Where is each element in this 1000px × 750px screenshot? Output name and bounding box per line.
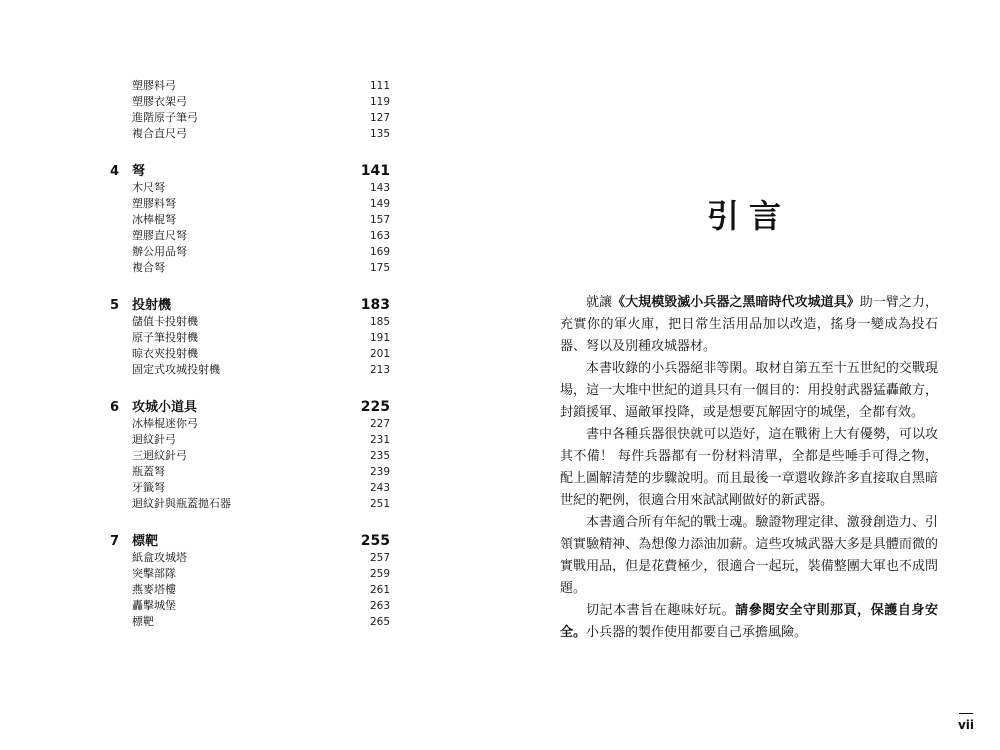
toc-entry-label: 進階原子筆弓 [132, 111, 198, 124]
toc-entry-label: 三迴紋針弓 [132, 449, 187, 462]
toc-entry [110, 496, 390, 512]
toc-entry-label: 塑膠料弩 [132, 197, 176, 210]
toc-entry [110, 228, 390, 244]
toc-entry-label: 複合直尺弓 [132, 127, 187, 140]
toc-entry-label: 轟擊城堡 [132, 599, 176, 612]
toc-entry-label: 標靶 [132, 615, 154, 628]
page-number-text: vii [957, 718, 974, 732]
toc-entry-page: 191 [369, 332, 390, 344]
intro-p5-rest: 小兵器的製作使用都要自己承擔風險。 [586, 625, 808, 640]
toc-entry-page: 185 [369, 316, 390, 328]
toc-chapter-page: 225 [360, 399, 390, 415]
toc-chapter-title: 弩 [132, 164, 146, 179]
toc-entry-page: 243 [369, 482, 390, 494]
toc-entry-label: 塑膠直尺弩 [132, 229, 187, 242]
toc-entry-page: 169 [369, 246, 390, 258]
toc-entry [110, 94, 390, 110]
intro-p1-lead: 就讓 [586, 295, 613, 310]
toc-entry [110, 432, 390, 448]
toc-chapter-header [110, 530, 390, 550]
toc-chapter-title: 標靶 [132, 534, 159, 549]
toc-chapter-number: 7 [110, 534, 120, 549]
toc-chapter-header [110, 396, 390, 416]
toc-entry-page: 263 [369, 600, 390, 612]
toc-chapter [110, 530, 390, 630]
toc-entry-label: 塑膠衣架弓 [132, 95, 187, 108]
toc-entry-page: 213 [369, 364, 390, 376]
toc-entry-page: 135 [369, 128, 390, 140]
toc-entry-page: 231 [369, 434, 390, 446]
toc-entry-page: 261 [369, 584, 390, 596]
toc-chapter-page: 255 [360, 533, 390, 549]
toc-entry-label: 固定式攻城投射機 [132, 363, 220, 376]
toc-entry [110, 330, 390, 346]
intro-p5-lead: 切記本書旨在趣味好玩。 [586, 603, 736, 618]
introduction [560, 196, 938, 644]
toc-entry [110, 260, 390, 276]
page-number [958, 713, 974, 732]
toc-entry-label: 晾衣夾投射機 [132, 347, 198, 360]
toc-chapter [110, 294, 390, 378]
toc-chapter-header [110, 160, 390, 180]
toc-entry [110, 196, 390, 212]
toc-entry [110, 550, 390, 566]
toc-entry-page: 259 [369, 568, 390, 580]
toc-entry-label: 迴紋針與瓶蓋拋石器 [132, 497, 231, 510]
toc-entry [110, 566, 390, 582]
toc-entry [110, 362, 390, 378]
toc-entry-label: 原子筆投射機 [132, 331, 198, 344]
toc-entry-label: 儲值卡投射機 [132, 315, 198, 328]
toc-chapters [110, 160, 390, 630]
toc-entry-label: 突擊部隊 [132, 567, 176, 580]
toc-entry [110, 582, 390, 598]
toc-continued-section [110, 78, 390, 142]
toc-entry [110, 78, 390, 94]
toc-entry-page: 143 [369, 182, 390, 194]
page-number-rule [959, 713, 973, 714]
toc-entry-label: 冰棒棍弩 [132, 213, 176, 226]
toc-entry [110, 126, 390, 142]
toc-entry-page: 227 [369, 418, 390, 430]
intro-title: 引言 [706, 197, 791, 235]
toc-chapter-header [110, 294, 390, 314]
toc-entry [110, 464, 390, 480]
intro-paragraph-5 [560, 600, 938, 644]
toc-entry-page: 235 [369, 450, 390, 462]
toc-chapter [110, 396, 390, 512]
toc-entry [110, 448, 390, 464]
toc-entry [110, 212, 390, 228]
toc-entry-label: 木尺弩 [132, 181, 165, 194]
intro-p1-rest: 助一臂之力，充實你的軍火庫，把日常生活用品加以改造，搖身一變成為投石器、弩以及別種攻城器材。 [560, 295, 938, 354]
toc-entry-page: 163 [369, 230, 390, 242]
toc-entry-page: 157 [369, 214, 390, 226]
toc-chapter [110, 160, 390, 276]
intro-paragraph-3: 書中各種兵器很快就可以造好，這在戰術上大有優勢，可以攻其不備！ 每件兵器都有一份材料清單，全都是些唾手可得之物，配上圖解清楚的步驟說明。而且最後一章還收錄許多直接取自黑暗世紀的靶例，很適合用來試試剛做好的新武器。 [560, 427, 938, 508]
toc-entry [110, 110, 390, 126]
toc-entry-label: 塑膠料弓 [132, 79, 176, 92]
toc-entry-label: 牙籤弩 [132, 481, 165, 494]
toc-entry-page: 265 [369, 616, 390, 628]
toc-entry-page: 239 [369, 466, 390, 478]
toc-entry [110, 480, 390, 496]
toc-entry [110, 244, 390, 260]
toc-chapter-title: 攻城小道具 [132, 400, 198, 415]
toc-chapter-number: 4 [110, 164, 120, 179]
toc-chapter-page: 183 [360, 297, 390, 313]
toc-chapter-number: 6 [110, 400, 120, 415]
intro-paragraph-4: 本書適合所有年紀的戰士魂。驗證物理定律、激發創造力、引領實驗精神、為想像力添油加薪。這些攻城武器大多是具體而微的實戰用品，但是花費極少，很適合一起玩，裝備整團大軍也不成問題。 [560, 515, 938, 596]
intro-safety-note: 請參閱安全守則那頁，保護自身安全。 [560, 603, 938, 640]
toc-entry-page: 149 [369, 198, 390, 210]
toc-entry [110, 598, 390, 614]
intro-book-title: 《大規模毀滅小兵器之黑暗時代攻城道具》 [612, 295, 860, 310]
toc-entry-label: 紙盒攻城塔 [132, 551, 187, 564]
toc-entry [110, 416, 390, 432]
toc-chapter-title: 投射機 [132, 298, 172, 313]
toc-entry-page: 119 [369, 96, 390, 108]
toc-entry [110, 346, 390, 362]
toc-entry-label: 迴紋針弓 [132, 433, 176, 446]
toc-entry [110, 314, 390, 330]
table-of-contents [110, 78, 390, 648]
toc-entry-label: 複合弩 [132, 261, 165, 274]
toc-entry-label: 冰棒棍迷你弓 [132, 417, 198, 430]
intro-paragraph-1 [560, 292, 938, 358]
toc-entry-label: 燕麥塔樓 [132, 583, 176, 596]
toc-entry-page: 257 [369, 552, 390, 564]
toc-entry-page: 251 [369, 498, 390, 510]
toc-entry-label: 瓶蓋弩 [132, 465, 165, 478]
toc-entry-page: 201 [369, 348, 390, 360]
toc-entry-page: 111 [369, 80, 390, 92]
toc-entry-label: 辦公用品弩 [132, 245, 187, 258]
toc-entry-page: 127 [369, 112, 390, 124]
toc-entry [110, 614, 390, 630]
intro-paragraph-2: 本書收錄的小兵器絕非等閑。取材自第五至十五世紀的交戰現場，這一大堆中世紀的道具只有一個目的：用投射武器猛轟敵方，封鎖援軍、逼敵軍投降，或是想要瓦解固守的城堡，全都有效。 [560, 361, 938, 420]
toc-entry-page: 175 [369, 262, 390, 274]
toc-chapter-number: 5 [110, 298, 120, 313]
toc-chapter-page: 141 [360, 163, 390, 179]
toc-entry [110, 180, 390, 196]
